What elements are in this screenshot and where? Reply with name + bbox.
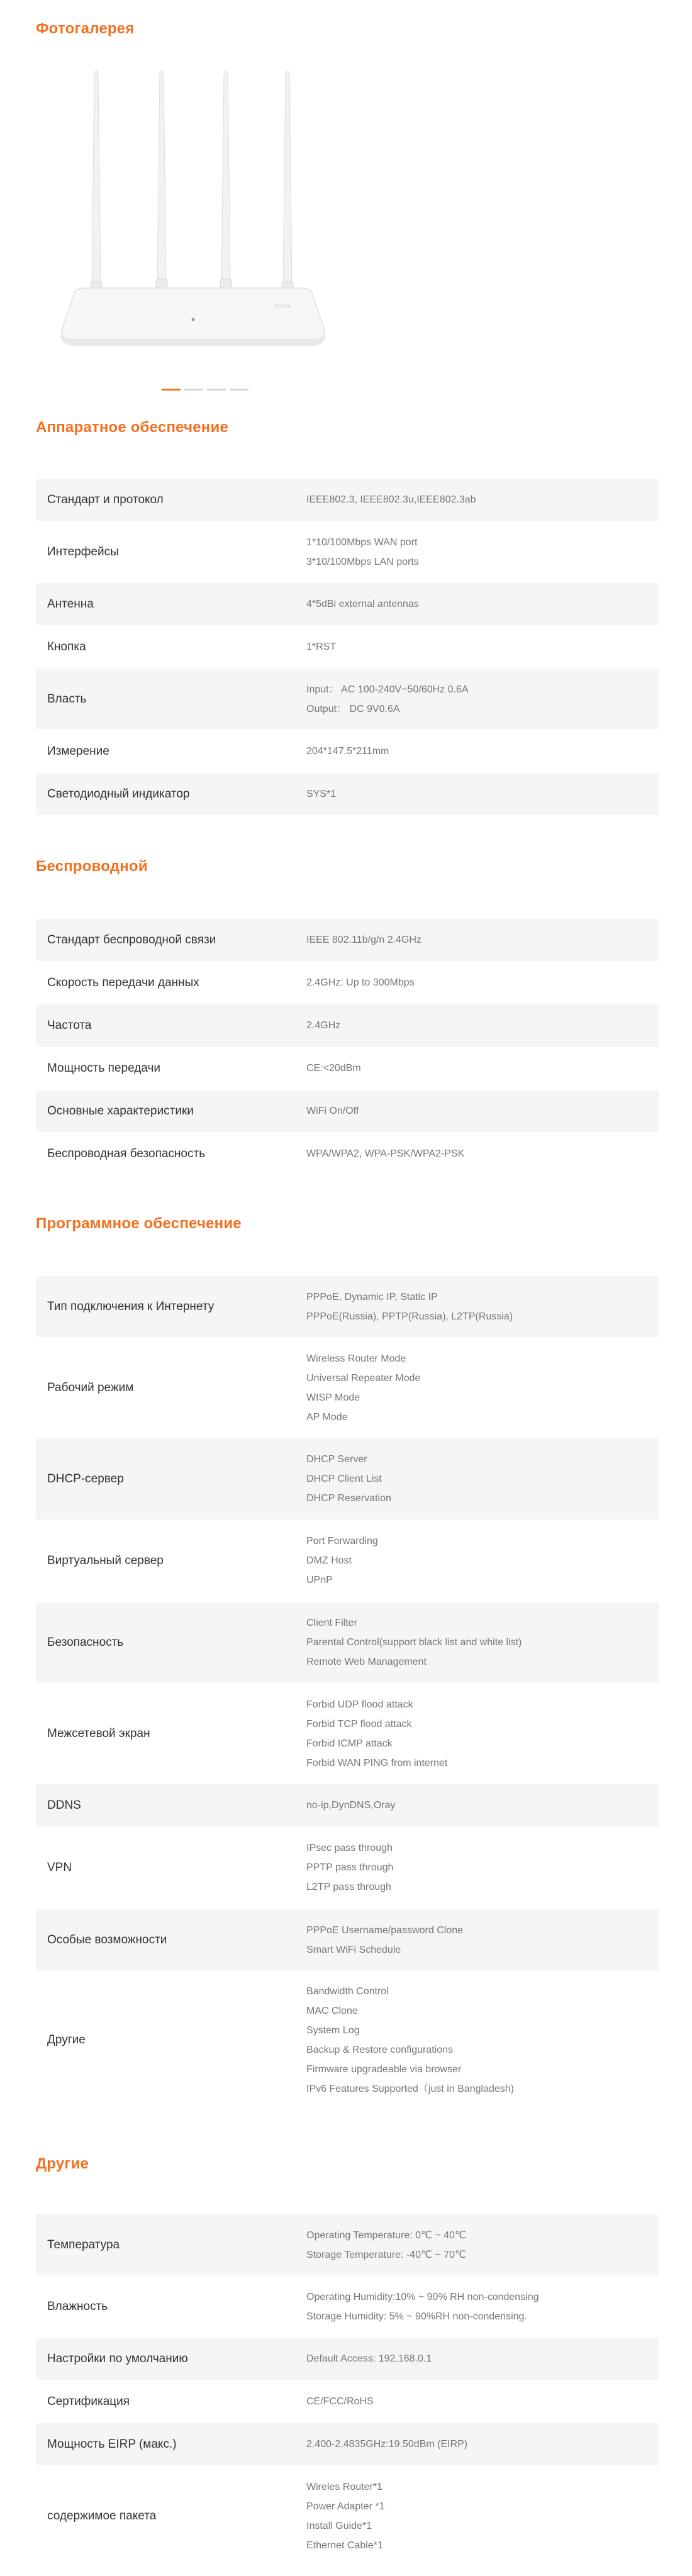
spec-label: Измерение: [47, 744, 109, 758]
spec-values: [306, 2392, 659, 2411]
spec-value-line: Storage Temperature: -40℃ ~ 70℃: [306, 2249, 466, 2260]
spec-value-line: 1*RST: [306, 641, 337, 652]
spec-value-line: PPPoE Username/password Clone: [306, 1924, 464, 1936]
spec-values: [306, 2287, 659, 2326]
section-title-other: Другие: [36, 2155, 89, 2172]
spec-value-line: 2.4GHz: Up to 300Mbps: [306, 977, 415, 988]
section-title-software: Программное обеспечение: [36, 1215, 242, 1232]
spec-value-line: CE:<20dBm: [306, 1063, 361, 1074]
spec-values: [306, 1349, 659, 1427]
spec-values: [306, 2477, 659, 2555]
spec-value-line: 2.400-2.4835GHz:19.50dBm (EIRP): [306, 2439, 468, 2450]
gallery-pagination: [162, 389, 248, 391]
spec-row: [36, 918, 659, 961]
spec-values: [306, 594, 659, 614]
spec-value-line: IPsec pass through: [306, 1843, 393, 1853]
spec-value-line: no-ip,DynDNS,Oray: [306, 1800, 396, 1811]
spec-label: Виртуальный сервер: [47, 1553, 164, 1567]
spec-value-line: PPPoE(Russia), PPTP(Russia), L2TP(Russia): [306, 1311, 513, 1322]
spec-value-line: WPA/WPA2, WPA-PSK/WPA2-PSK: [306, 1148, 465, 1159]
spec-row: [36, 521, 659, 582]
spec-label: Мощность EIRP (макс.): [47, 2437, 177, 2451]
spec-value-line: Smart WiFi Schedule: [306, 1944, 401, 1955]
spec-label: Стандарт и протокол: [47, 492, 164, 506]
spec-label: Температура: [47, 2238, 120, 2251]
spec-row: [36, 1275, 659, 1337]
spec-row: [36, 961, 659, 1004]
spec-values: [306, 2349, 659, 2368]
spec-row: [36, 1601, 659, 1683]
section-title-gallery: Фотогалерея: [36, 20, 135, 37]
spec-value-line: Storage Humidity: 5% ~ 90%RH non-condensing.: [306, 2311, 527, 2322]
spec-values: [306, 490, 659, 509]
gallery-dot-3[interactable]: [207, 389, 226, 391]
spec-value-line: 3*10/100Mbps LAN ports: [306, 556, 419, 567]
wireless-spec-table: [36, 918, 659, 1175]
spec-value-line: CE/FCC/RoHS: [306, 2396, 374, 2407]
spec-value-line: Client Filter: [306, 1618, 357, 1628]
router-image: [36, 57, 363, 371]
spec-label: Другие: [47, 2033, 86, 2046]
spec-value-line: Input： AC 100-240V~50/60Hz 0.6A: [306, 684, 469, 695]
spec-row: [36, 2214, 659, 2275]
spec-label: Основные характеристики: [47, 1104, 194, 1118]
spec-row: [36, 1132, 659, 1175]
router-brand-text: TENDA: [274, 304, 291, 309]
spec-value-line: Forbid UDP flood attack: [306, 1699, 413, 1710]
spec-values: [306, 637, 659, 657]
spec-row: [36, 1004, 659, 1046]
spec-values: [306, 930, 659, 950]
spec-values: [306, 1144, 659, 1163]
spec-row: [36, 478, 659, 521]
spec-label: Скорость передачи данных: [47, 975, 199, 989]
spec-value-line: WISP Mode: [306, 1392, 360, 1403]
spec-values: [306, 533, 659, 572]
spec-value-line: Forbid ICMP attack: [306, 1738, 393, 1749]
spec-row: [36, 730, 659, 772]
spec-row: [36, 1089, 659, 1132]
spec-value-line: Port Forwarding: [306, 1536, 378, 1546]
spec-label: Межсетевой экран: [47, 1726, 150, 1740]
spec-values: [306, 1287, 659, 1326]
spec-values: [306, 2434, 659, 2454]
spec-row: [36, 582, 659, 625]
spec-label: Тип подключения к Интернету: [47, 1299, 215, 1313]
spec-label: Безопасность: [47, 1635, 124, 1649]
spec-value-line: Install Guide*1: [306, 2520, 372, 2531]
spec-value-line: Output： DC 9V0.6A: [306, 703, 400, 714]
spec-value-line: Parental Control(support black list and white list): [306, 1637, 522, 1648]
spec-value-line: Operating Temperature: 0℃ ~ 40℃: [306, 2229, 466, 2241]
spec-value-line: Firmware upgradeable via browser: [306, 2063, 462, 2075]
spec-value-line: 1*10/100Mbps WAN port: [306, 536, 418, 548]
spec-value-line: Wireles Router*1: [306, 2481, 382, 2492]
spec-row: [36, 1908, 659, 1971]
spec-values: [306, 1450, 659, 1508]
spec-value-line: UPnP: [306, 1575, 333, 1585]
spec-values: [306, 973, 659, 992]
spec-label: Светодиодный индикатор: [47, 787, 190, 801]
spec-values: [306, 1016, 659, 1035]
spec-values: [306, 1982, 659, 2099]
spec-row: [36, 1438, 659, 1519]
spec-value-line: Operating Humidity:10% ~ 90% RH non-condensing: [306, 2291, 539, 2302]
spec-row: [36, 1519, 659, 1601]
spec-row: [36, 625, 659, 668]
spec-value-line: 2.4GHz: [306, 1020, 341, 1031]
spec-label: Особые возможности: [47, 1933, 167, 1946]
spec-value-line: Forbid TCP flood attack: [306, 1718, 412, 1729]
spec-value-line: PPTP pass through: [306, 1862, 394, 1873]
spec-row: [36, 1046, 659, 1089]
spec-value-line: Backup & Restore configurations: [306, 2044, 454, 2055]
spec-values: [306, 1613, 659, 1672]
spec-values: [306, 784, 659, 804]
spec-label: Беспроводная безопасность: [47, 1146, 206, 1160]
spec-row: [36, 2465, 659, 2566]
gallery-dot-2[interactable]: [184, 389, 203, 391]
spec-value-line: IEEE802.3, IEEE802.3u,IEEE802.3ab: [306, 494, 476, 505]
spec-value-line: Power Adapter *1: [306, 2501, 385, 2512]
spec-values: [306, 1101, 659, 1121]
spec-value-line: System Log: [306, 2024, 360, 2036]
spec-values: [306, 680, 659, 719]
hardware-spec-table: [36, 478, 659, 815]
gallery-dot-1[interactable]: [162, 389, 181, 391]
spec-label: Интерфейсы: [47, 545, 119, 558]
spec-value-line: Universal Repeater Mode: [306, 1372, 421, 1384]
spec-values: [306, 741, 659, 761]
spec-value-line: AP Mode: [306, 1411, 348, 1423]
spec-label: DHCP-сервер: [47, 1472, 124, 1485]
spec-value-line: WiFi On/Off: [306, 1106, 359, 1116]
spec-label: Настройки по умолчанию: [47, 2351, 188, 2365]
spec-value-line: Wireless Router Mode: [306, 1353, 406, 1364]
spec-value-line: DMZ Host: [306, 1555, 352, 1566]
spec-value-line: IEEE 802.11b/g/n 2.4GHz: [306, 935, 421, 945]
spec-row: [36, 1683, 659, 1784]
section-title-hardware: Аппаратное обеспечение: [36, 419, 228, 436]
spec-row: [36, 1337, 659, 1438]
section-title-wireless: Беспроводной: [36, 858, 148, 875]
photo-gallery[interactable]: [36, 57, 659, 415]
spec-row: [36, 1784, 659, 1826]
spec-values: [306, 1838, 659, 1897]
spec-label: Сертификация: [47, 2394, 130, 2408]
spec-row: [36, 668, 659, 730]
spec-row: [36, 2423, 659, 2465]
spec-value-line: DHCP Reservation: [306, 1493, 391, 1504]
spec-label: Власть: [47, 692, 87, 706]
spec-label: Рабочий режим: [47, 1380, 134, 1394]
spec-value-line: Default Access: 192.168.0.1: [306, 2353, 432, 2364]
spec-value-line: PPPoE, Dynamic IP, Static IP: [306, 1291, 438, 1302]
spec-values: [306, 1796, 659, 1815]
spec-value-line: SYS*1: [306, 789, 337, 799]
other-spec-table: [36, 2214, 659, 2566]
spec-values: [306, 1058, 659, 1078]
spec-label: содержимое пакета: [47, 2509, 157, 2523]
spec-label: VPN: [47, 1860, 72, 1874]
spec-row: [36, 1826, 659, 1908]
spec-row: [36, 1971, 659, 2108]
spec-value-line: 4*5dBi external antennas: [306, 599, 419, 609]
spec-value-line: Forbid WAN PING from internet: [306, 1757, 448, 1768]
spec-label: Стандарт беспроводной связи: [47, 933, 216, 947]
spec-value-line: IPv6 Features Supported（just in Bangladesh): [306, 2083, 514, 2094]
spec-label: DDNS: [47, 1798, 81, 1812]
spec-label: Влажность: [47, 2299, 108, 2313]
spec-values: [306, 1921, 659, 1960]
spec-value-line: Ethernet Cable*1: [306, 2540, 383, 2551]
spec-value-line: 204*147.5*211mm: [306, 746, 389, 757]
spec-values: [306, 1695, 659, 1773]
spec-label: Кнопка: [47, 640, 86, 653]
spec-values: [306, 1531, 659, 1590]
spec-value-line: MAC Clone: [306, 2005, 358, 2016]
gallery-dot-4[interactable]: [230, 389, 248, 391]
spec-row: [36, 2337, 659, 2380]
spec-values: [306, 2226, 659, 2265]
spec-label: Частота: [47, 1018, 92, 1032]
spec-row: [36, 772, 659, 815]
software-spec-table: [36, 1275, 659, 2108]
spec-value-line: DHCP Server: [306, 1454, 367, 1465]
spec-row: [36, 2380, 659, 2423]
spec-value-line: Bandwidth Control: [306, 1985, 389, 1997]
spec-label: Мощность передачи: [47, 1061, 160, 1075]
spec-row: [36, 2275, 659, 2337]
spec-value-line: DHCP Client List: [306, 1474, 382, 1484]
spec-value-line: Remote Web Management: [306, 1657, 427, 1667]
spec-label: Антенна: [47, 597, 94, 611]
spec-value-line: L2TP pass through: [306, 1882, 391, 1892]
